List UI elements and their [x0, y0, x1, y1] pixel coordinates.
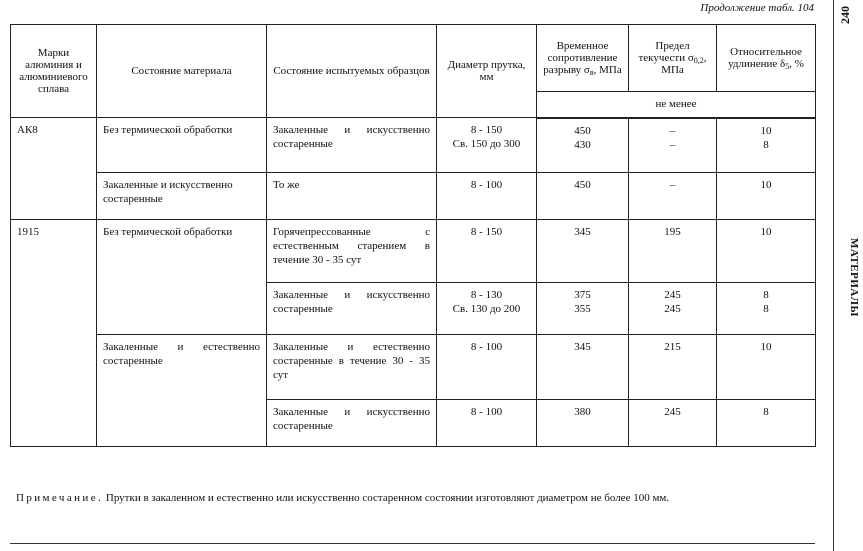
elongation-value: 8 [763, 406, 769, 418]
yield-strength-subscript: 0,2 [693, 56, 704, 65]
material-state-cell: Закаленные и естественно состаренные [97, 335, 267, 447]
elongation-value: 8 [763, 303, 769, 315]
page-edge-rule [833, 0, 834, 551]
yield-value: 215 [664, 341, 681, 353]
elongation-cell [717, 400, 816, 447]
diameter-cell [437, 400, 537, 447]
side-margin [838, 0, 860, 551]
elongation-value: 8 [763, 289, 769, 301]
diameter-value: Св. 130 до 200 [452, 303, 521, 315]
tensile-value: 375 [574, 289, 591, 301]
diameter-value: 8 - 100 [470, 406, 503, 418]
note-text: Прутки в закаленном и естественно или искусственно состаренном состоянии изготовляют диаметром не более 100 мм. [105, 492, 670, 504]
elongation-cell [717, 173, 816, 220]
tensile-value: 345 [574, 341, 591, 353]
elongation-subscript: 5 [785, 62, 790, 71]
specimen-state-cell: То же [267, 173, 437, 220]
yield-value: 195 [664, 226, 681, 238]
yield-strength-label: Предел текучести σ [638, 40, 694, 64]
tensile-cell [537, 400, 629, 447]
tensile-cell [537, 335, 629, 400]
yield-value: – [669, 124, 676, 137]
elongation-cell [717, 220, 816, 283]
tensile-cell [537, 118, 629, 173]
material-state-cell: Закаленные и искусственно состаренные [97, 173, 267, 220]
tensile-strength-label: Временное сопротивление разрыву σ [543, 40, 618, 76]
specimen-state-cell: Закаленные и искусственно состаренные [267, 283, 437, 335]
header-grade: Марки алюминия и алюминиевого сплава [11, 25, 97, 118]
bottom-rule [10, 543, 815, 544]
yield-cell [629, 400, 717, 447]
header-rod-diameter: Диаметр прутка, мм [437, 25, 537, 118]
diameter-value: 8 - 100 [470, 341, 503, 353]
yield-cell [629, 220, 717, 283]
table-row [11, 220, 816, 283]
yield-cell [629, 335, 717, 400]
header-specimen-state: Состояние испытуемых образцов [267, 25, 437, 118]
tensile-value: 450 [574, 179, 591, 191]
diameter-cell [437, 335, 537, 400]
diameter-value: 8 - 130 [470, 289, 503, 301]
header-tensile-strength [537, 25, 629, 92]
material-state-cell: Без термической обработки [97, 220, 267, 335]
grade-cell: 1915 [11, 220, 97, 447]
yield-cell [629, 283, 717, 335]
yield-cell [629, 118, 717, 173]
elongation-cell [717, 335, 816, 400]
tensile-value: 345 [574, 226, 591, 238]
yield-value: 245 [664, 406, 681, 418]
table-row [11, 173, 816, 220]
diameter-cell [437, 118, 537, 173]
header-yield-strength [629, 25, 717, 92]
header-material-state: Состояние материала [97, 25, 267, 118]
diameter-cell [437, 173, 537, 220]
tensile-strength-unit: , МПа [593, 64, 622, 76]
diameter-value: 8 - 100 [470, 179, 503, 191]
properties-table [10, 24, 816, 447]
diameter-value: 8 - 150 [470, 226, 503, 238]
tensile-cell [537, 220, 629, 283]
header-not-less: не менее [537, 92, 816, 118]
table-row [11, 118, 816, 173]
elongation-value: 10 [760, 341, 772, 353]
elongation-value: 10 [760, 179, 772, 191]
diameter-value: 8 - 150 [470, 124, 503, 136]
tensile-value: 430 [574, 138, 591, 151]
tensile-value: 380 [574, 406, 591, 418]
yield-strength-unit: , МПа [661, 52, 707, 76]
page-number: 240 [838, 6, 852, 24]
header-elongation [717, 25, 816, 92]
tensile-strength-subscript: в [589, 68, 594, 77]
elongation-value: 10 [760, 226, 772, 238]
specimen-state-cell: Горячепрессованные с естественным старением в течение 30 - 35 сут [267, 220, 437, 283]
yield-value: 245 [664, 289, 681, 301]
note-label: Примечание. [16, 492, 104, 504]
yield-value: – [669, 179, 676, 191]
table-row [11, 335, 816, 400]
tensile-value: 355 [574, 303, 591, 315]
yield-value: 245 [664, 303, 681, 315]
elongation-cell [717, 118, 816, 173]
yield-cell [629, 173, 717, 220]
yield-value: – [669, 138, 676, 151]
diameter-cell [437, 220, 537, 283]
tensile-value: 450 [574, 124, 591, 137]
material-state-cell: Без термической обработки [97, 118, 267, 173]
elongation-value: 10 [760, 124, 772, 137]
table-note [16, 490, 816, 507]
diameter-cell [437, 283, 537, 335]
tensile-cell [537, 283, 629, 335]
grade-cell: АК8 [11, 118, 97, 220]
table-continuation-label: Продолжение табл. 104 [700, 2, 814, 14]
elongation-cell [717, 283, 816, 335]
tensile-cell [537, 173, 629, 220]
specimen-state-cell: Закаленные и естественно состаренные в течение 30 - 35 сут [267, 335, 437, 400]
diameter-value: Св. 150 до 300 [452, 138, 521, 150]
section-title: МАТЕРИАЛЫ [848, 238, 860, 317]
specimen-state-cell: Закаленные и искусственно состаренные [267, 400, 437, 447]
elongation-label: Относительное удлинение δ [728, 46, 802, 70]
elongation-unit: , % [789, 58, 804, 70]
specimen-state-cell: Закаленные и искусственно состаренные [267, 118, 437, 173]
elongation-value: 8 [763, 138, 769, 151]
